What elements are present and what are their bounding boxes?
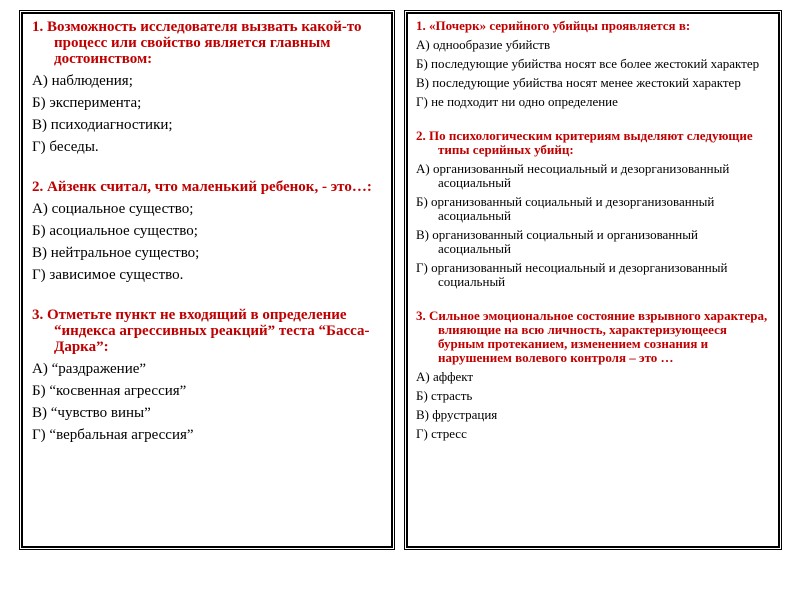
- serial-q3-option-c: В) фрустрация: [416, 407, 498, 422]
- serial-question-2-text: 2. По психологическим критериям выделяют следующие типы серийных убийц:: [416, 128, 753, 157]
- serial-question-1-text: 1. «Почерк» серийного убийцы проявляется в:: [416, 18, 691, 33]
- question-2-text: 2. Айзенк считал, что маленький ребенок, - это…:: [32, 179, 372, 195]
- q1-option-d: Г) беседы.: [32, 139, 99, 155]
- question-3-text: 3. Отметьте пункт не входящий в определение “индекса агрессивных реакций” теста “Басса-Дарка”:: [32, 307, 370, 355]
- serial-q3-option-d: Г) стресс: [416, 426, 467, 441]
- serial-q1-option-b: Б) последующие убийства носят все более жестокий характер: [416, 56, 760, 71]
- q3-option-c: В) “чувство вины”: [32, 405, 151, 421]
- serial-q1-option-a: А) однообразие убийств: [416, 37, 551, 52]
- serial-q3-option-b: Б) страсть: [416, 388, 473, 403]
- q3-option-a: А) “раздражение”: [32, 361, 147, 377]
- q3-option-b: Б) “косвенная агрессия”: [32, 383, 187, 399]
- serial-question-3-text: 3. Сильное эмоциональное состояние взрывного характера, влияющие на всю личность, характеризующееся бурным протеканием, изменением сознания и нарушением волевого контроля – это …: [416, 308, 768, 365]
- q2-option-a: А) социальное существо;: [32, 201, 194, 217]
- spacer: [416, 114, 770, 129]
- serial-q2-option-c: В) организованный социальный и организованный асоциальный: [416, 227, 698, 256]
- left-question-panel: [21, 12, 393, 548]
- spacer: [32, 289, 381, 307]
- q2-option-b: Б) асоциальное существо;: [32, 223, 198, 239]
- q1-option-c: В) психодиагностики;: [32, 117, 173, 133]
- spacer: [416, 294, 770, 309]
- spacer: [32, 161, 381, 179]
- q1-option-b: Б) эксперимента;: [32, 95, 142, 111]
- right-question-panel: [406, 12, 780, 548]
- q3-option-d: Г) “вербальная агрессия”: [32, 427, 194, 443]
- serial-q2-option-a: А) организованный несоциальный и дезорганизованный асоциальный: [416, 161, 730, 190]
- serial-q2-option-d: Г) организованный несоциальный и дезорганизованный социальный: [416, 260, 728, 289]
- serial-q1-option-d: Г) не подходит ни одно определение: [416, 94, 618, 109]
- serial-q3-option-a: А) аффект: [416, 369, 474, 384]
- q1-option-a: А) наблюдения;: [32, 73, 133, 89]
- question-1-text: 1. Возможность исследователя вызвать какой-то процесс или свойство является главным достоинством:: [32, 19, 362, 67]
- q2-option-d: Г) зависимое существо.: [32, 267, 184, 283]
- serial-q1-option-c: В) последующие убийства носят менее жестокий характер: [416, 75, 741, 90]
- q2-option-c: В) нейтральное существо;: [32, 245, 200, 261]
- serial-q2-option-b: Б) организованный социальный и дезорганизованный асоциальный: [416, 194, 715, 223]
